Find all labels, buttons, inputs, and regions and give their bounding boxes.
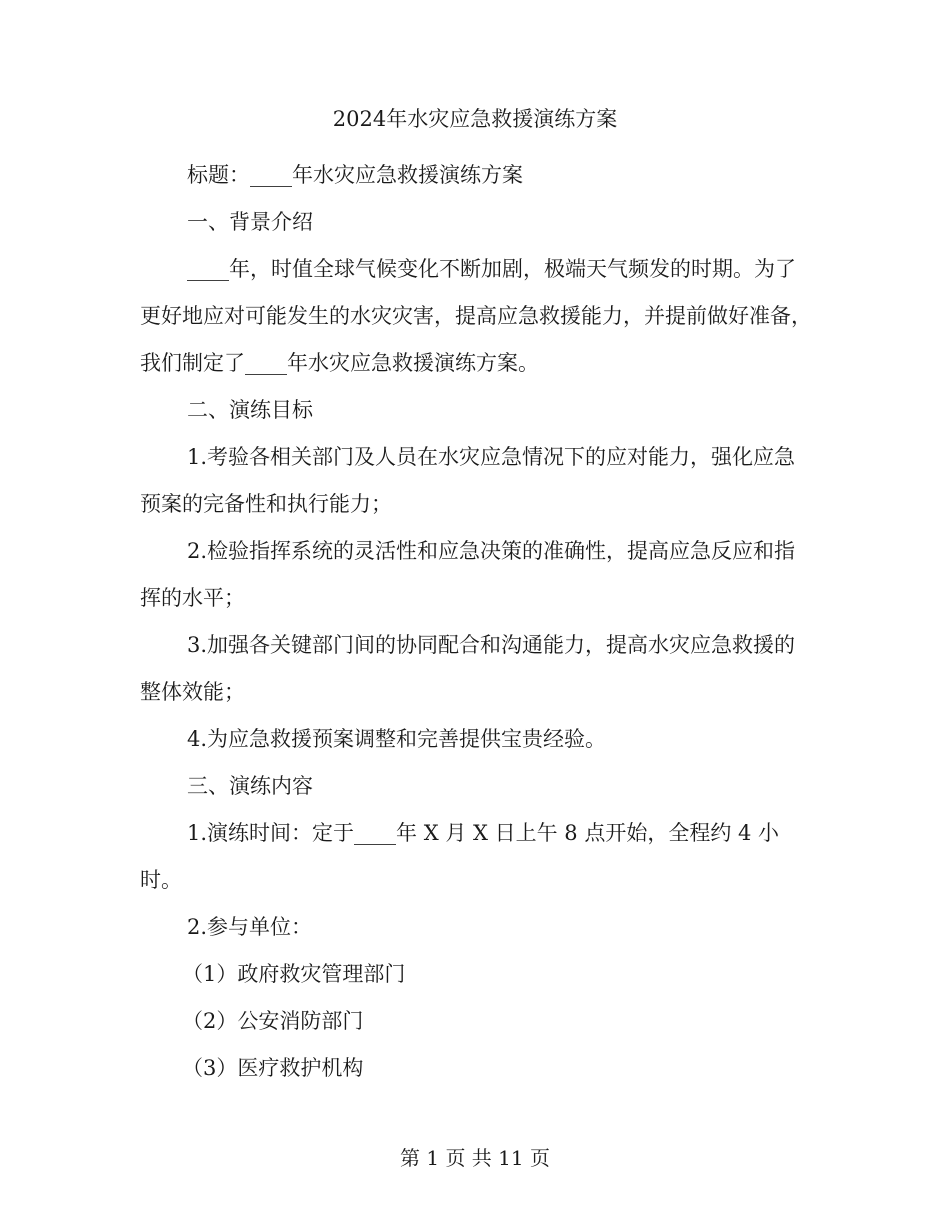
paragraph-heading-label: 标题：____年水灾应急救援演练方案	[187, 163, 523, 187]
list-item-government: （1）政府救灾管理部门	[182, 962, 406, 986]
section-heading-objectives: 二、演练目标	[187, 398, 313, 422]
paragraph-drill-time: 1.演练时间：定于____年 X 月 X 日上午 8 点开始，全程约 4 小时。	[140, 821, 780, 892]
paragraph-participants: 2.参与单位：	[187, 915, 313, 939]
paragraph-objective-4: 4.为应急救援预案调整和完善提供宝贵经验。	[187, 727, 607, 751]
list-item-medical: （3）医疗救护机构	[182, 1056, 364, 1080]
paragraph-objective-3: 3.加强各关键部门间的协同配合和沟通能力，提高水灾应急救援的整体效能；	[140, 633, 796, 704]
page-footer: 第 1 页 共 11 页	[400, 1146, 550, 1170]
paragraph-background: ____年，时值全球气候变化不断加剧，极端天气频发的时期。为了更好地应对可能发生的水灾灾害，提高应急救援能力，并提前做好准备，我们制定了____年水灾应急救援演练方案。	[140, 257, 812, 375]
paragraph-objective-2: 2.检验指挥系统的灵活性和应急决策的准确性，提高应急反应和指挥的水平；	[140, 539, 796, 610]
section-heading-background: 一、背景介绍	[187, 210, 313, 234]
list-item-fire-department: （2）公安消防部门	[182, 1009, 364, 1033]
paragraph-objective-1: 1.考验各相关部门及人员在水灾应急情况下的应对能力，强化应急预案的完备性和执行能力；	[140, 445, 796, 516]
section-heading-content: 三、演练内容	[187, 774, 313, 798]
document-body	[140, 152, 815, 1092]
document-title: 2024年水灾应急救援演练方案	[332, 107, 618, 131]
